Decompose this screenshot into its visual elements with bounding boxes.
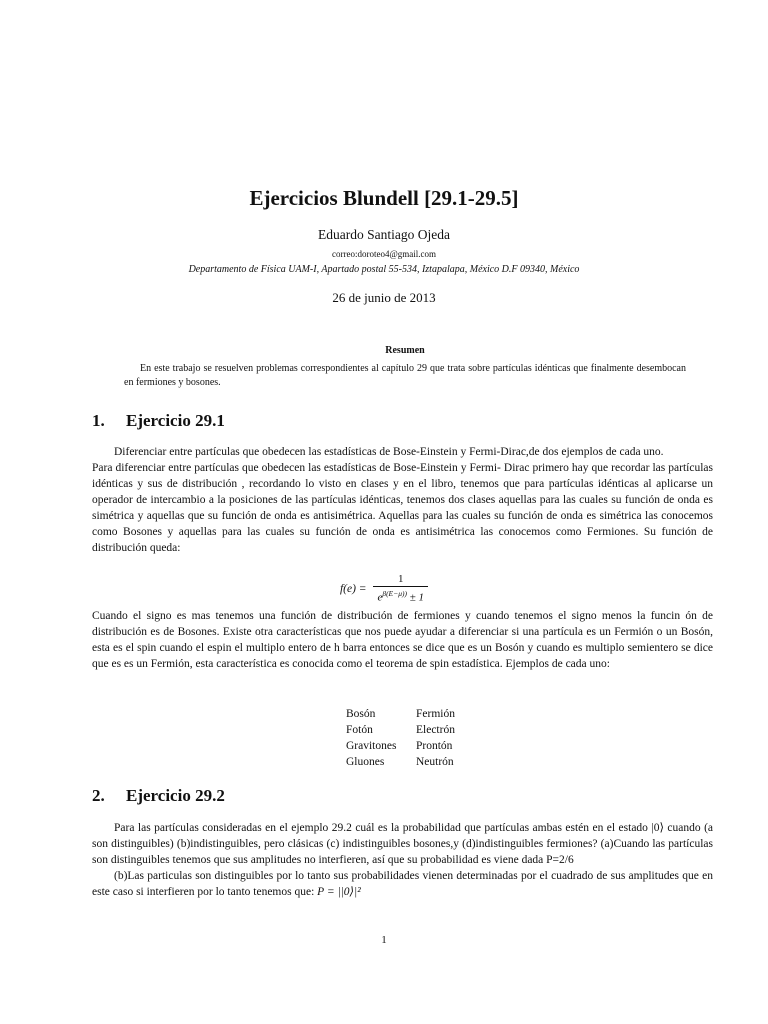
table-cell: Neutrón [416,756,454,768]
section-1-title: Ejercicio 29.1 [126,411,225,430]
probability-formula: P = ||0⟩|² [317,886,361,898]
section-1-heading [92,411,225,431]
section-2-paragraph-2 [92,868,713,900]
table-row [346,706,455,722]
author-name: Eduardo Santiago Ojeda [318,227,450,242]
section-1-body-bottom [92,608,713,672]
particle-examples-table [346,706,455,770]
section-1-paragraph-1: Diferenciar entre partículas que obedecen las estadísticas de Bose-Einstein y Fermi-Dirac,de dos ejemplos de cada uno. [114,446,664,458]
title-block [0,186,768,306]
table-cell: Bosón [346,708,376,720]
section-1-paragraph-3: Cuando el signo es mas tenemos una función de distribución de fermiones y cuando tenemos el signo menos la funcin ón de distribución es de Bosones. Existe otra características que nos puede ayudar a diferenciar si una partícula es un Fermión o un Bosón, esta es el spin cuando el espin el multiplo entero de h barra entonces se dice que es un Bosón y cuando es multiplo semientero se dice que es es un Fermión, esta característica es conocida como el teorema de spin estadística. Ejemplos de cada uno: [92,610,713,670]
equation-den-exponent: β(E−μ)) [382,589,407,598]
table-cell: Gluones [346,756,385,768]
author-email: correo:doroteo4@gmail.com [331,249,436,259]
section-2-number: 2. [92,786,105,805]
abstract-heading: Resumen [385,345,425,356]
equation-lhs: f(e) = [339,582,367,595]
equation-den-base: e [377,591,383,604]
equation-numerator: 1 [373,573,428,587]
table-row [346,754,455,770]
table-cell: Electrón [416,724,455,736]
page-number: 1 [381,934,387,946]
table-cell: Gravitones [346,740,397,752]
paper-date: 26 de junio de 2013 [332,290,436,305]
section-1-number: 1. [92,411,105,430]
equation-denominator [373,587,428,605]
table-cell: Prontón [416,740,453,752]
section-2-heading [92,786,225,806]
section-2-paragraph-1: Para las partículas consideradas en el ejemplo 29.2 cuál es la probabilidad que partículas ambas estén en el estado |0⟩ cuando (a son distinguibles) (b)indistinguibles, pero clásicas (c) indistinguibles bosones,y (d)indistinguibles fermiones? (a)Cuando las partículas son distinguibles tenemos que sus amplitudes no interfieren, así que su probabilidad es viene dada P=2/6 [92,822,713,866]
section-1-paragraph-2: Para diferenciar entre partículas que obedecen las estadísticas de Bose-Einstein y Fermi- Dirac primero hay que recordar las partículas idénticas y sus de distribución , recordando lo visto en clases y en el libro, tenemos que para partículas idénticas al aplicarse un operador de intercambio a la posiciones de las partículas idénticas, tenemos dos clases aquellas para las cuales su función de onda es simétrica y aquellas que su función de onda es antisimétrica. Aquellas para las cuales su función de onda es simétrica las conocemos como Bosones y aquellas para las cuales su función de onda es antisimétrica las conocemos como Fermiones. Su función de distribución queda: [92,462,713,554]
section-2-title: Ejercicio 29.2 [126,786,225,805]
section-2-body [92,820,713,900]
equation-fraction [373,573,428,605]
distribution-equation [0,573,768,605]
table-cell: Fotón [346,724,373,736]
abstract-text: En este trabajo se resuelven problemas correspondientes al capítulo 29 que trata sobre partículas idénticas que finalmente desembocan en fermiones y bosones. [124,363,686,388]
author-affiliation: Departamento de Física UAM-I, Apartado postal 55-534, Iztapalapa, México D.F 09340, México [188,264,580,275]
section-1-body-top [92,444,713,556]
table-row [346,722,455,738]
section-2-paragraph-2-text: (b)Las particulas son distinguibles por lo tanto sus probabilidades vienen determinadas por el cuadrado de sus amplitudes que en este caso si interfieren por lo tanto tenemos que: [92,870,713,898]
equation-den-tail: ± 1 [406,591,425,604]
table-cell: Fermión [416,708,455,720]
abstract [124,344,686,390]
paper-title: Ejercicios Blundell [29.1-29.5] [249,186,519,210]
table-row [346,738,455,754]
